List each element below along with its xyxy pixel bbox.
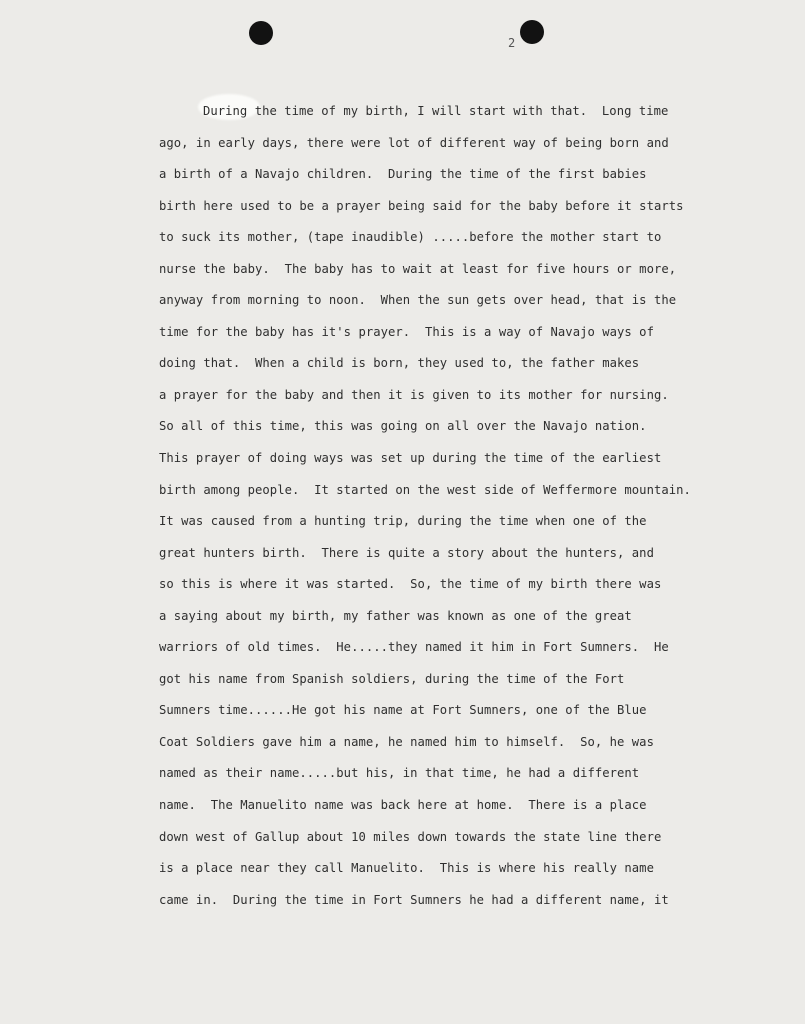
text-line: name. The Manuelito name was back here at home. There is a place xyxy=(159,798,647,813)
text-line: doing that. When a child is born, they used to, the father makes xyxy=(159,356,640,371)
page-number: 2 xyxy=(508,36,516,50)
text-line: birth among people. It started on the west side of Weffermore mountain. xyxy=(159,482,691,497)
text-line: Coat Soldiers gave him a name, he named him to himself. So, he was xyxy=(159,734,654,749)
text-line: time for the baby has it's prayer. This is a way of Navajo ways of xyxy=(159,324,654,339)
text-line: a birth of a Navajo children. During the time of the first babies xyxy=(159,167,647,182)
transcript-text xyxy=(159,96,759,916)
text-line: a saying about my birth, my father was known as one of the great xyxy=(159,608,632,623)
text-line: is a place near they call Manuelito. This is where his really name xyxy=(159,861,654,876)
text-line: This prayer of doing ways was set up during the time of the earliest xyxy=(159,451,662,466)
text-line: nurse the baby. The baby has to wait at least for five hours or more, xyxy=(159,261,677,276)
punch-hole-right xyxy=(520,20,544,44)
text-line: great hunters birth. There is quite a story about the hunters, and xyxy=(159,545,654,560)
text-line: came in. During the time in Fort Sumners he had a different name, it xyxy=(159,892,669,907)
text-line: Sumners time......He got his name at Fort Sumners, one of the Blue xyxy=(159,703,647,718)
text-line: It was caused from a hunting trip, during the time when one of the xyxy=(159,514,647,529)
text-line: named as their name.....but his, in that time, he had a different xyxy=(159,766,640,781)
text-line: During the time of my birth, I will start with that. Long time xyxy=(203,104,669,118)
text-line: down west of Gallup about 10 miles down towards the state line there xyxy=(159,829,662,844)
text-line: birth here used to be a prayer being said for the baby before it starts xyxy=(159,198,684,213)
text-line: to suck its mother, (tape inaudible) .....before the mother start to xyxy=(159,230,662,245)
text-line: a prayer for the baby and then it is given to its mother for nursing. xyxy=(159,387,669,402)
text-line: got his name from Spanish soldiers, during the time of the Fort xyxy=(159,671,625,686)
punch-hole-left xyxy=(249,21,273,45)
text-line: so this is where it was started. So, the time of my birth there was xyxy=(159,577,662,592)
text-line: anyway from morning to noon. When the sun gets over head, that is the xyxy=(159,293,677,308)
text-line: So all of this time, this was going on all over the Navajo nation. xyxy=(159,419,647,434)
text-line: ago, in early days, there were lot of different way of being born and xyxy=(159,135,669,150)
text-line: warriors of old times. He.....they named it him in Fort Sumners. He xyxy=(159,640,669,655)
